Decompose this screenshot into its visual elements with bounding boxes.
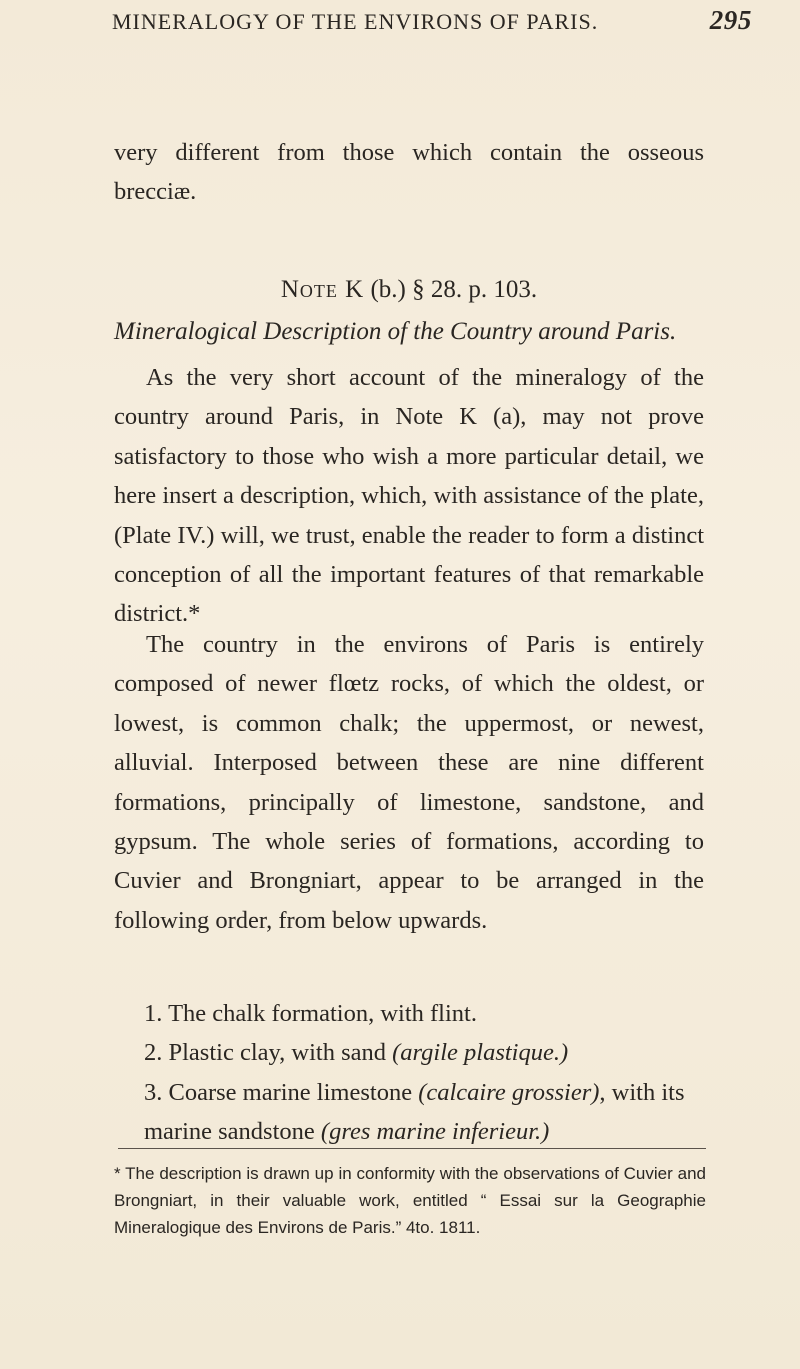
continuation-paragraph: very different from those which contain the osseous brecciæ. bbox=[114, 139, 704, 206]
list-item bbox=[114, 1073, 704, 1152]
formation-list bbox=[114, 994, 704, 1152]
list-item-italic-2: (gres marine inferieur.) bbox=[320, 1118, 550, 1146]
list-item-italic: (argile plastique.) bbox=[392, 1039, 569, 1067]
list-item-text-cont: , with its marine sandstone bbox=[144, 1078, 685, 1146]
list-item-text: The chalk formation, with flint. bbox=[168, 1000, 477, 1027]
list-item bbox=[114, 1033, 704, 1072]
list-item-text: Plastic clay, with sand bbox=[168, 1039, 393, 1067]
list-item-number: 1. bbox=[144, 1000, 163, 1027]
list-item bbox=[114, 994, 704, 1033]
list-item-number: 3. bbox=[144, 1078, 163, 1106]
note-label: Note K bbox=[280, 276, 365, 303]
running-head-title: MINERALOGY OF THE ENVIRONS OF PARIS. bbox=[112, 9, 599, 34]
paragraph-1: As the very short account of the mineralogy of the country around Paris, in Note K (a), may not prove satisfactory to those who wish a more particular detail, we here insert a description, which, with assistance of the plate, (Plate IV.) will, we trust, enable the reader to form a distinct conception of all the important features of that remarkable district.* bbox=[114, 364, 704, 628]
note-subtitle: Mineralogical Description of the Country around Paris. bbox=[114, 318, 677, 345]
note-heading bbox=[114, 276, 704, 304]
paragraph-2: The country in the environs of Paris is entirely composed of newer flœtz rocks, of which the oldest, or lowest, is common chalk; the uppermost, or newest, alluvial. Interposed between these are nine different formations, principally of limestone, sandstone, and gypsum. The whole series of formations, according to Cuvier and Brongniart, appear to be arranged in the following order, from below upwards. bbox=[114, 631, 704, 934]
page-number: 295 bbox=[709, 5, 752, 35]
footnote-divider bbox=[118, 1148, 706, 1149]
footnote: * The description is drawn up in conformity with the observations of Cuvier and Brongniart, in their valuable work, entitled “ Essai sur la Geographie Mineralogique des Environs de Paris.” 4to. 1811. bbox=[114, 1164, 706, 1237]
running-head bbox=[112, 5, 752, 36]
list-item-italic: (calcaire grossier) bbox=[418, 1078, 600, 1106]
list-item-text: Coarse marine limestone bbox=[168, 1078, 419, 1106]
list-item-number: 2. bbox=[144, 1039, 163, 1067]
note-reference: (b.) § 28. p. 103. bbox=[370, 276, 538, 303]
